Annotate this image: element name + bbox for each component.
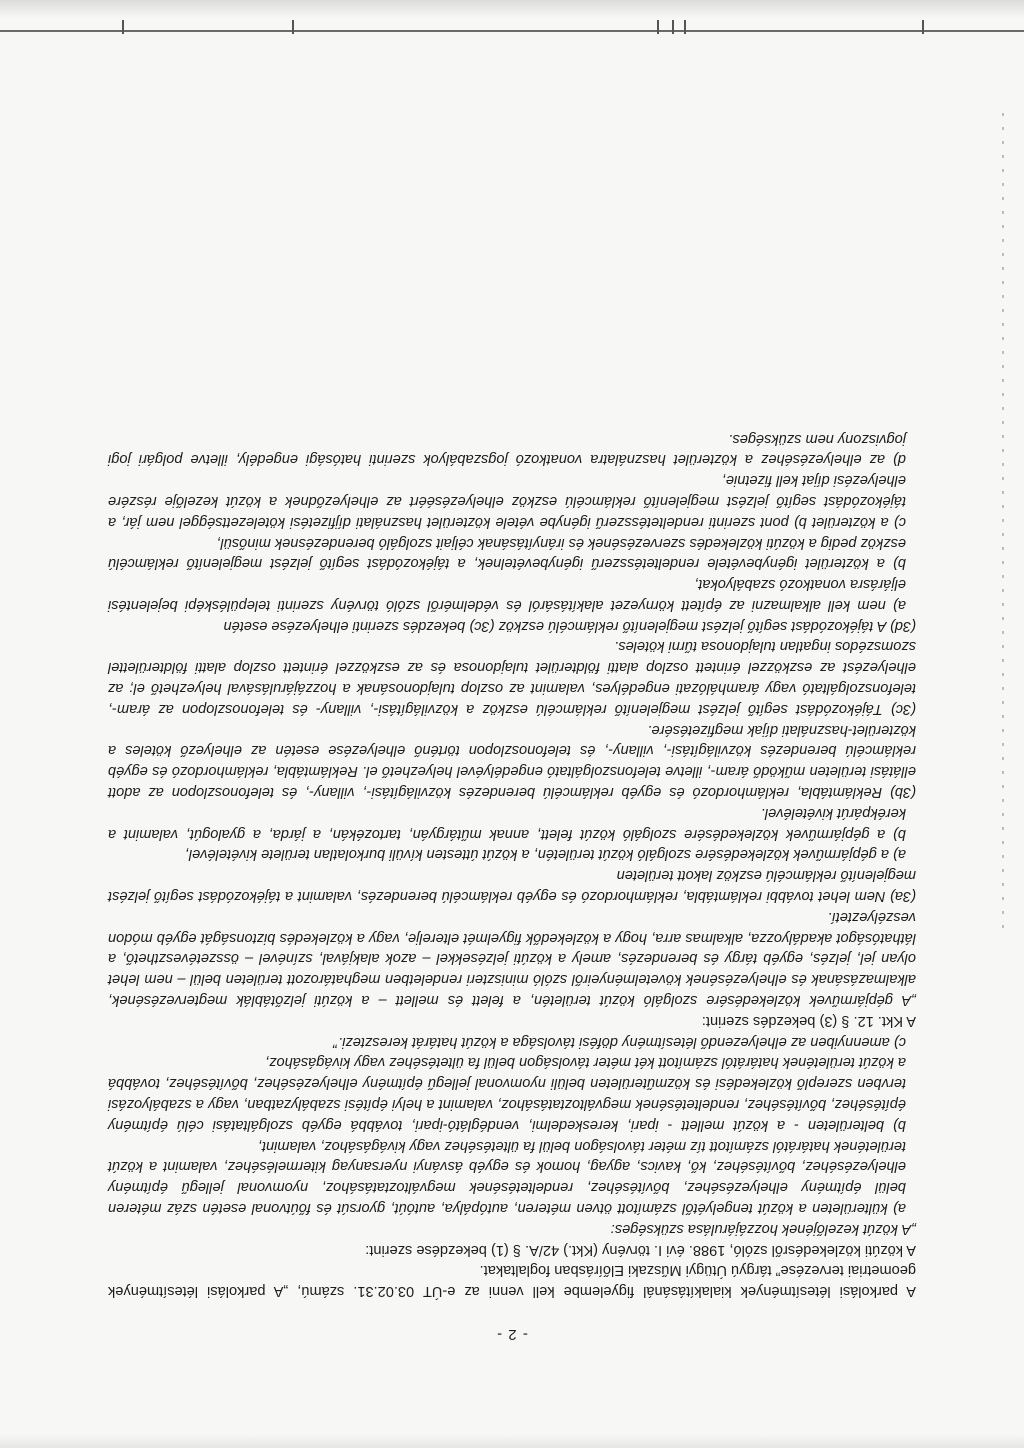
scan-dot-column (1002, 108, 1004, 928)
page-number: - 2 - (496, 1326, 528, 1343)
law1-item-a: a) külterületen a közút tengelyétől számított ötven méteren, autópálya, autóút, gyorsút és főútvonal esetén száz méteren belül építmény elhelyezéséhez, bővítéséhez, rendeltetésének megváltoztatásához, nyomvonal jellegű építmény elhelyezéséhez, bővítéséhez, kő, kavics, agyag, homok és egyéb ásványi nyersanyag kitermeléséhez, valamint a közút területének határától számított tíz méter távolságon belül fa ültetéséhez vagy kivágásához, valamint, (108, 1137, 906, 1217)
document-body (108, 428, 916, 1344)
intro-paragraph: A parkolási létesítmények kialakításánál figyelembe kell venni az e-ÚT 03.02.31. számú, „A parkolási létesítmények geometriai tervezése” tárgyú Útügyi Műszaki Előírásban foglaltakat. (108, 1262, 916, 1300)
law2-3c: (3c) Tájékozódást segítő jelzést megjelenítő reklámcélú eszköz a közvilágítási-, villany- és telefonoszlopon az áram-, telefonszolgáltató vagy áramhálózati engedélyes, valamint az oszlop tulajdonosának a hozzájárulásával helyezhető el; az elhelyezést az eszközzel érintett oszlop alatti földterület tulajdonosa és az eszközzel érintett oszlop alatti földterülettel szomszédos ingatlan tulajdonosa tűrni köteles. (108, 638, 916, 717)
fold-tick (922, 20, 924, 34)
law1-reference: A közúti közlekedésről szóló, 1988. évi I. törvény (Kkt.) 42/A. § (1) bekezdése szerint: (365, 1241, 916, 1258)
scan-edge-top (0, 1434, 1024, 1448)
fold-tick (672, 20, 674, 34)
law2-3d-item-b: b) a közterület igénybevétele rendeltetésszerű igénybevételnek, a tájékozódást segítő jelzést megjelenítő reklámcélú eszköz pedig a közúti közlekedés szervezésének és irányításának céljait szolgáló berendezésnek minősül, (108, 534, 906, 572)
law2-reference: A Kkt. 12. § (3) bekezdés szerint: (701, 1012, 916, 1029)
law2-3d: (3d) A tájékozódást segítő jelzést megjelenítő reklámcélú eszköz (3c) bekezdés szerinti elhelyezése esetén (223, 617, 916, 634)
fold-tick (292, 20, 294, 34)
fold-line (0, 30, 1024, 32)
law2-3d-item-d: d) az elhelyezéséhez a közterület használatra vonatkozó jogszabályok szerinti hatósági engedély, illetve polgári jogi jogviszony nem szükséges. (108, 430, 906, 468)
law2-3a-item-b: b) a gépjárművek közlekedésére szolgáló közút felett, annak műtárgyán, tartozékán, a járda, a gyalogút, valamint a kerékpárút kivételével. (108, 804, 906, 842)
law1-item-b: b) belterületen - a közút mellett - ipari, kereskedelmi, vendéglátó-ipari, továbbá egyéb szolgáltatási célú építmény építéséhez, bővítéséhez, rendeltetésének megváltoztatásához, valamint a helyi építési szabályzatban, vagy a szabályozási tervben szereplő közlekedési és közműterületen belüli nyomvonal jellegű építmény elhelyezéséhez, bővítéséhez, továbbá a közút területének határától számított két méter távolságon belül fa ültetéséhez vagy kivágásához, (108, 1054, 906, 1133)
fold-tick (684, 20, 686, 34)
law1-quote-intro: „A közút kezelőjének hozzájárulása szükséges: (610, 1220, 916, 1237)
law2-3d-item-c: c) a közterület b) pont szerinti rendeltetésszerű igénybe vétele közterület használati díjfizetési kötelezettséggel nem jár, a tájékozódást segítő jelzést megjelenítő reklámcélú eszköz elhelyezéséért az elhelyeződnek a közút kezelője részére elhelyezési díjat kell fizetnie, (108, 472, 906, 530)
law2-3b: (3b) Reklámtábla, reklámhordozó és egyéb reklámcélú berendezés közvilágítási-, villany-, és telefonoszlopon az adott ellátási területen működő áram-, illetve telefonszolgáltató engedélyével helyezhető el. Reklámtábla, reklámhordozó és egyéb reklámcélú berendezés közvilágítási-, villany-, és telefonoszlopon történő elhelyezése esetén az elhelyező köteles a közterület-használati díjak megfizetésére. (108, 721, 916, 801)
law2-3d-item-a: a) nem kell alkalmazni az épített környezet alakításáról és védelméről szóló törvény szerinti településképi bejelentési eljárásra vonatkozó szabályokat, (108, 576, 906, 613)
law2-3a: (3a) Nem lehet további reklámtábla, reklámhordozó és egyéb reklámcélú berendezés, valamint a tájékozódást segítő jelzést megjelenítő reklámcélú eszköz lakott területen (108, 867, 916, 905)
law2-main-paragraph: „A gépjárművek közlekedésére szolgáló közút területén, a felett és mellett – a közúti jelzőtáblák megtervezésének, alkalmazásának és elhelyezésének követelményeiről szóló miniszteri rendeletben meghatározott területen belül – nem lehet olyan jel, jelzés, egyéb tárgy és berendezés, amely a közúti jelzésekkel – azok alakjával, színével – összetéveszthető, a láthatóságot akadályozza, alkalmas arra, hogy a közlekedők figyelmét elterelje, vagy a közlekedés biztonságát egyéb módon veszélyeztetí. (108, 908, 916, 1009)
law2-3a-item-a: a) a gépjárművek közlekedésére szolgáló közút területén, a közút úttesten kívüli burkolatlan területe kivételével, (184, 846, 906, 863)
scan-edge-bottom (0, 0, 1024, 18)
law1-item-c: c) amennyiben az elhelyezendő létesítmény döfési távolsága a közút határát keresztezi.” (333, 1033, 906, 1050)
fold-tick (657, 20, 659, 34)
fold-tick (122, 20, 124, 34)
